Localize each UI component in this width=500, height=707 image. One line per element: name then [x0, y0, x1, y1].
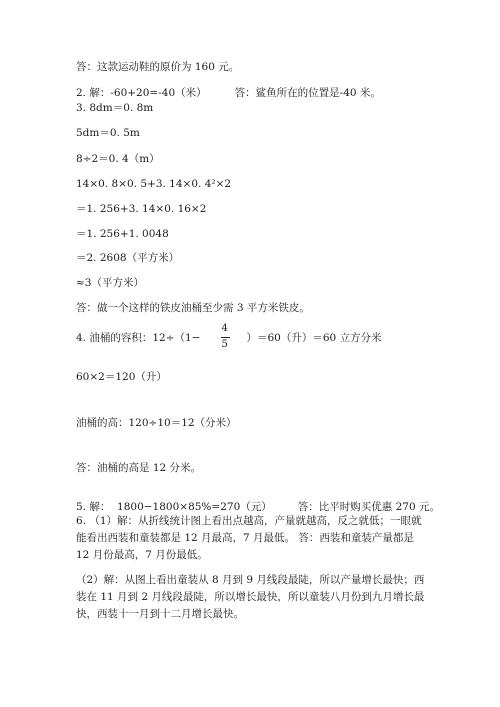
problem-3-line-6 [76, 227, 169, 241]
answer-line-1 [76, 60, 239, 74]
problem-3-answer [76, 301, 310, 315]
answer-text: 答：油桶的高是 12 分米。 [76, 462, 202, 474]
equation-text: ＝1. 256+1. 0048 [76, 228, 169, 240]
problem-2-line [76, 86, 381, 100]
answer-text: 答：做一个这样的铁皮油桶至少需 3 平方米铁皮。 [76, 302, 310, 314]
fraction-numerator: 4 [221, 323, 228, 334]
equation-text: ≈3（平方米） [76, 277, 144, 289]
fraction-denominator: 5 [221, 339, 228, 350]
problem-3-line-1 [76, 101, 153, 115]
equation-text: ＝2. 2608（平方米） [76, 252, 180, 264]
fraction-bar [221, 337, 230, 338]
answer-text: 答：比平时购买优惠 270 元。 [297, 501, 440, 513]
equation-text: 5dm＝0. 5m [76, 127, 140, 139]
problem-5-line [76, 500, 440, 514]
problem-3-line-5 [76, 202, 206, 216]
problem-4-answer [76, 461, 201, 475]
problem-3-line-7 [76, 251, 179, 265]
equation-text: 4. 油桶的容积：12÷（1− [76, 332, 201, 344]
problem-4-line-2 [76, 370, 167, 384]
solution-text: 5. 解： 1800−1800×85%=270（元） [76, 501, 272, 513]
equation-text: ＝1. 256+3. 14×0. 16×2 [76, 203, 207, 215]
problem-4-line-3 [76, 416, 237, 430]
problem-6-part-1 [76, 513, 430, 564]
problem-4-line-1 [76, 324, 382, 352]
problem-6-part-2 [76, 572, 430, 623]
equation-text: ）＝60（升）＝60 立方分米 [246, 332, 382, 344]
solution-text: 2. 解：-60+20=-40（米） [76, 87, 207, 99]
problem-3-line-4 [76, 177, 231, 191]
problem-3-line-2 [76, 126, 140, 140]
equation-text: 8÷2＝0. 4（m） [76, 153, 160, 165]
answer-text: 答：这款运动鞋的原价为 160 元。 [76, 61, 240, 73]
problem-3-line-3 [76, 152, 160, 166]
equation-text: 3. 8dm＝0. 8m [76, 102, 154, 114]
equation-text: 60×2＝120（升） [76, 371, 167, 383]
problem-3-line-8 [76, 276, 144, 290]
equation-text: 油桶的高：120÷10＝12（分米） [76, 417, 237, 429]
equation-text: 14×0. 8×0. 5+3. 14×0. 4²×2 [76, 178, 232, 190]
answer-text: 答：鲨鱼所在的位置是-40 米。 [234, 87, 381, 99]
fraction [219, 324, 233, 352]
paragraph-text: （2）解：从图上看出童装从 8 月到 9 月线段最陡，所以产量增长最快；西装在 11 月到 2 月线段最陡，所以增长最快，所以童装八月份到九月增长最快，西装十一月到十二月增长最快。 [76, 574, 425, 620]
paragraph-text: 6. （1）解：从折线统计图上看出点越高，产量就越高，反之就低；一眼就能看出西装和童装都是 12 月最高，7 月最低。 答：西装和童装产量都是 12 月份最高，7 月份最低。 [76, 515, 422, 561]
